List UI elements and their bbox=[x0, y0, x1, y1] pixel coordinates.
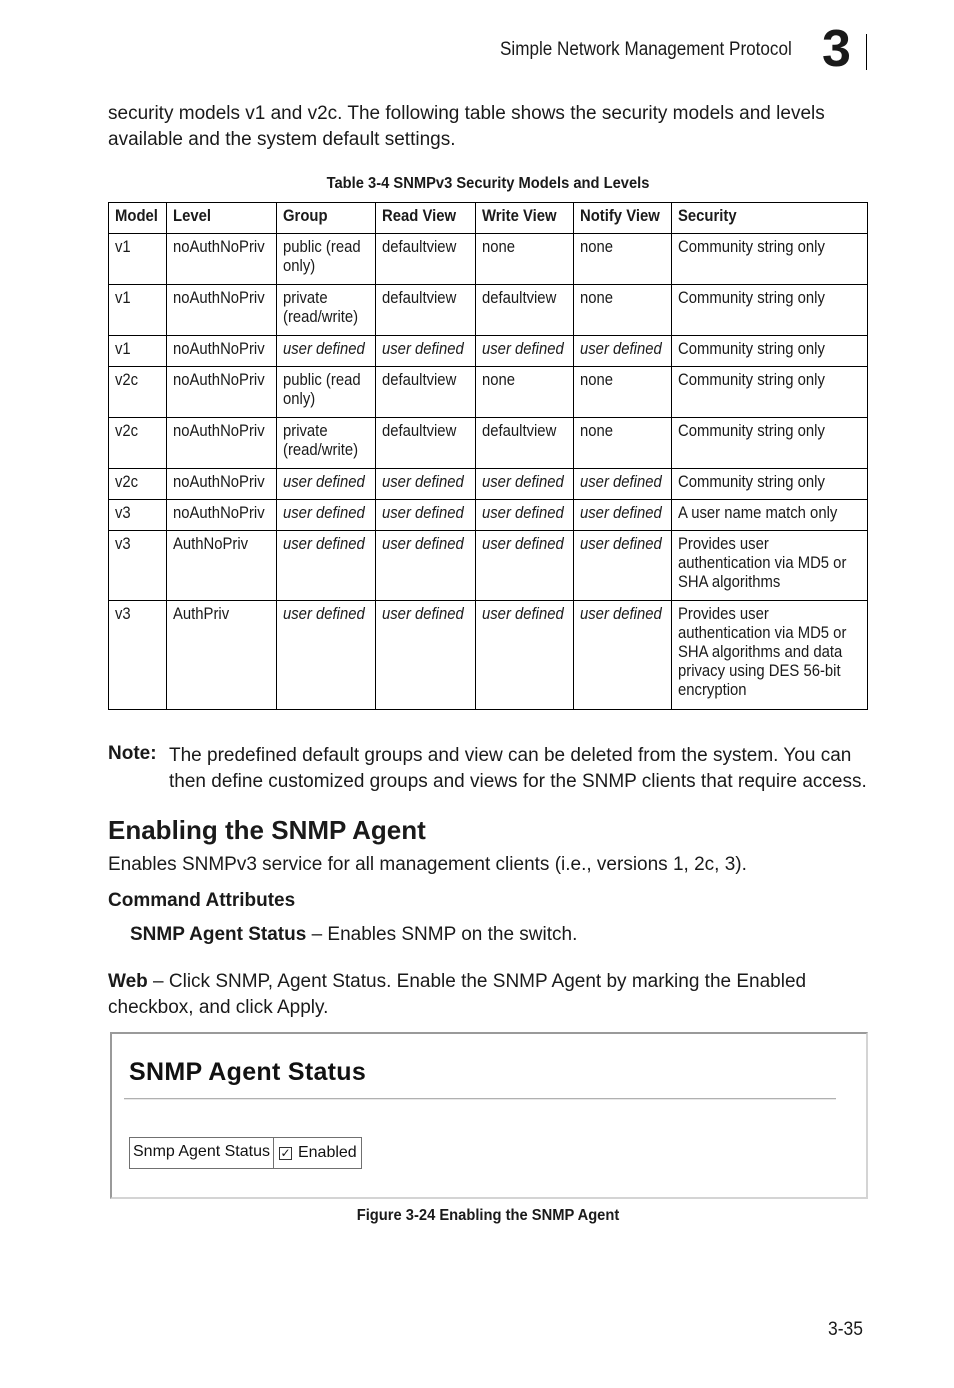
table-row bbox=[109, 367, 868, 418]
intro-paragraph: security models v1 and v2c. The following table shows the security models and levels available and the system default settings. bbox=[108, 103, 825, 150]
cell-security: Community string only bbox=[672, 367, 868, 418]
cell-read-view: user defined bbox=[376, 469, 476, 500]
cell-notify-view: user defined bbox=[574, 500, 672, 531]
web-label: Web bbox=[108, 971, 148, 992]
panel-title: SNMP Agent Status bbox=[129, 1058, 367, 1086]
cell-write-view: user defined bbox=[476, 469, 574, 500]
cell-level: AuthNoPriv bbox=[167, 531, 277, 601]
web-instructions-text: – Click SNMP, Agent Status. Enable the SNMP Agent by marking the Enabled checkbox, and click Apply. bbox=[108, 971, 807, 1018]
running-header-title: Simple Network Management Protocol bbox=[500, 39, 792, 60]
cell-group: user defined bbox=[277, 601, 376, 710]
column-header-group: Group bbox=[277, 203, 376, 234]
table-row bbox=[109, 418, 868, 469]
header-divider bbox=[866, 34, 867, 70]
cell-group: public (read only) bbox=[277, 234, 376, 285]
cell-model: v1 bbox=[109, 234, 167, 285]
enabled-checkbox-label: Enabled bbox=[297, 1144, 357, 1161]
column-header-security: Security bbox=[672, 203, 868, 234]
cell-notify-view: none bbox=[574, 234, 672, 285]
cell-model: v1 bbox=[109, 285, 167, 336]
cell-model: v3 bbox=[109, 531, 167, 601]
page-number: 3-35 bbox=[828, 1319, 863, 1340]
snmp-agent-status-label: Snmp Agent Status bbox=[130, 1138, 274, 1168]
cell-group: private (read/write) bbox=[277, 285, 376, 336]
table-caption: Table 3-4 SNMPv3 Security Models and Levels bbox=[326, 175, 650, 192]
cell-write-view: user defined bbox=[476, 336, 574, 367]
cell-security: Provides user authentication via MD5 or SHA algorithms bbox=[672, 531, 868, 601]
cell-read-view: user defined bbox=[376, 531, 476, 601]
cell-notify-view: user defined bbox=[574, 336, 672, 367]
cell-group: user defined bbox=[277, 500, 376, 531]
cell-security: Provides user authentication via MD5 or SHA algorithms and data privacy using DES 56-bit encryption bbox=[672, 601, 868, 710]
cell-group: user defined bbox=[277, 469, 376, 500]
attribute-description: – Enables SNMP on the switch. bbox=[306, 924, 578, 945]
section-heading: Enabling the SNMP Agent bbox=[108, 815, 426, 845]
cell-write-view: defaultview bbox=[476, 285, 574, 336]
cell-write-view: user defined bbox=[476, 500, 574, 531]
cell-notify-view: user defined bbox=[574, 531, 672, 601]
cell-model: v1 bbox=[109, 336, 167, 367]
table-row bbox=[109, 601, 868, 710]
cell-security: A user name match only bbox=[672, 500, 868, 531]
cell-level: noAuthNoPriv bbox=[167, 234, 277, 285]
snmp-agent-status-screenshot bbox=[110, 1032, 868, 1199]
cell-write-view: user defined bbox=[476, 531, 574, 601]
command-attributes-heading: Command Attributes bbox=[108, 890, 296, 911]
table-header-row bbox=[109, 203, 868, 234]
table-row bbox=[109, 469, 868, 500]
cell-notify-view: user defined bbox=[574, 469, 672, 500]
chapter-number: 3 bbox=[822, 20, 851, 78]
cell-notify-view: none bbox=[574, 285, 672, 336]
cell-read-view: user defined bbox=[376, 601, 476, 710]
table-row bbox=[109, 336, 868, 367]
cell-read-view: defaultview bbox=[376, 418, 476, 469]
cell-read-view: defaultview bbox=[376, 234, 476, 285]
web-instructions bbox=[108, 969, 878, 1021]
cell-group: user defined bbox=[277, 336, 376, 367]
cell-level: noAuthNoPriv bbox=[167, 285, 277, 336]
cell-security: Community string only bbox=[672, 418, 868, 469]
cell-write-view: none bbox=[476, 234, 574, 285]
note-text: The predefined default groups and view can be deleted from the system. You can then define customized groups and views for the SNMP clients that require access. bbox=[169, 745, 867, 792]
enabled-checkbox-group[interactable] bbox=[274, 1138, 361, 1168]
cell-read-view: user defined bbox=[376, 500, 476, 531]
snmp-agent-status-field bbox=[129, 1137, 362, 1169]
cell-notify-view: none bbox=[574, 367, 672, 418]
cell-security: Community string only bbox=[672, 469, 868, 500]
cell-security: Community string only bbox=[672, 234, 868, 285]
table-row bbox=[109, 531, 868, 601]
column-header-write-view: Write View bbox=[476, 203, 574, 234]
cell-level: AuthPriv bbox=[167, 601, 277, 710]
column-header-level: Level bbox=[167, 203, 277, 234]
column-header-read-view: Read View bbox=[376, 203, 476, 234]
cell-group: private (read/write) bbox=[277, 418, 376, 469]
cell-security: Community string only bbox=[672, 336, 868, 367]
cell-level: noAuthNoPriv bbox=[167, 336, 277, 367]
note-label: Note: bbox=[108, 743, 157, 764]
cell-write-view: user defined bbox=[476, 601, 574, 710]
security-models-table bbox=[108, 202, 868, 710]
cell-model: v2c bbox=[109, 418, 167, 469]
cell-write-view: none bbox=[476, 367, 574, 418]
cell-group: public (read only) bbox=[277, 367, 376, 418]
cell-model: v2c bbox=[109, 367, 167, 418]
panel-title-divider bbox=[124, 1098, 836, 1100]
cell-model: v2c bbox=[109, 469, 167, 500]
table-row bbox=[109, 285, 868, 336]
cell-level: noAuthNoPriv bbox=[167, 418, 277, 469]
cell-level: noAuthNoPriv bbox=[167, 367, 277, 418]
cell-model: v3 bbox=[109, 601, 167, 710]
column-header-model: Model bbox=[109, 203, 167, 234]
attribute-entry bbox=[130, 922, 577, 948]
cell-notify-view: user defined bbox=[574, 601, 672, 710]
cell-level: noAuthNoPriv bbox=[167, 500, 277, 531]
table-row bbox=[109, 234, 868, 285]
cell-read-view: defaultview bbox=[376, 285, 476, 336]
table-row bbox=[109, 500, 868, 531]
figure-caption: Figure 3-24 Enabling the SNMP Agent bbox=[356, 1207, 620, 1224]
enabled-checkbox[interactable]: ✓ bbox=[280, 1145, 291, 1160]
cell-notify-view: none bbox=[574, 418, 672, 469]
cell-write-view: defaultview bbox=[476, 418, 574, 469]
column-header-notify-view: Notify View bbox=[574, 203, 672, 234]
cell-read-view: defaultview bbox=[376, 367, 476, 418]
cell-group: user defined bbox=[277, 531, 376, 601]
cell-security: Community string only bbox=[672, 285, 868, 336]
attribute-name: SNMP Agent Status bbox=[130, 924, 307, 945]
cell-read-view: user defined bbox=[376, 336, 476, 367]
cell-model: v3 bbox=[109, 500, 167, 531]
section-description: Enables SNMPv3 service for all management clients (i.e., versions 1, 2c, 3). bbox=[108, 854, 747, 875]
cell-level: noAuthNoPriv bbox=[167, 469, 277, 500]
